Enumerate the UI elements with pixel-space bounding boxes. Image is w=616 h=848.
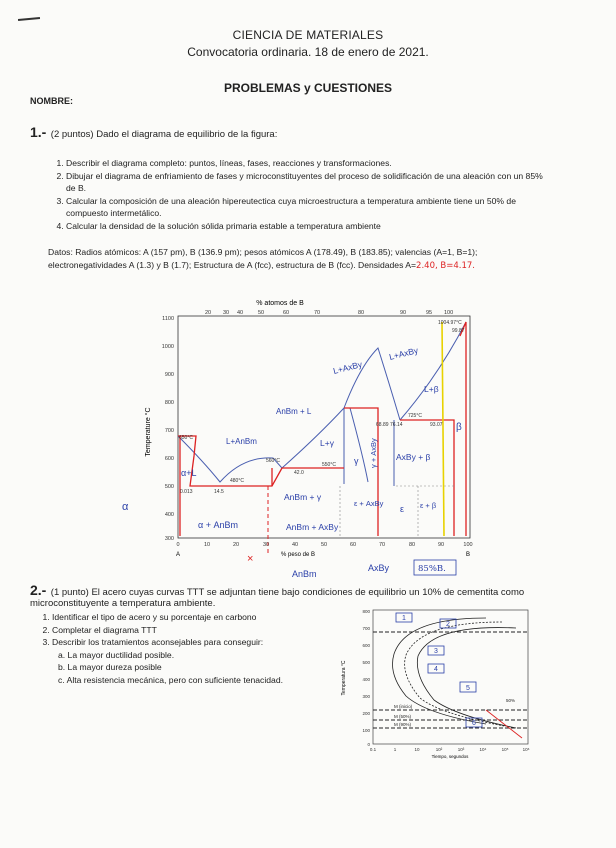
course-title: CIENCIA DE MATERIALES <box>232 28 384 42</box>
hw-alpha-L: α+L <box>181 468 197 478</box>
y-tick: 300 <box>164 536 174 542</box>
bottom-axis-label: % peso de B <box>280 552 316 558</box>
ttt-x-tick: 0.1 <box>369 747 377 752</box>
bottom-tick: 10 <box>203 542 211 548</box>
hw-L-gamma: L+γ <box>320 438 334 448</box>
hw-AxBy-bottom: AxBy <box>368 563 390 573</box>
hw-eps: ε <box>400 504 405 514</box>
top-axis-label: % atomos de B <box>256 300 304 307</box>
task-item: 3. Calcular la composición de una aleación hipereutectica cuya microestructura a temperatura ambiente tiene un 50% de compuesto intermetálico. <box>66 195 548 220</box>
end-label-A: A <box>175 552 181 558</box>
hw-AxBy-beta: AxBy + β <box>396 452 431 462</box>
task-item: 3. Describir los tratamientos aconsejables para conseguir: <box>52 636 334 649</box>
y-tick: 500 <box>164 484 174 490</box>
subtask-item: c. Alta resistencia mecánica, pero con suficiente tenacidad. <box>58 674 283 685</box>
ttt-y-tick: 100 <box>362 728 370 733</box>
bottom-tick: 60 <box>349 542 357 548</box>
liquidus-right <box>400 322 466 420</box>
label-145: 14.5 <box>214 489 224 495</box>
ttt-50-label: 50% <box>506 698 516 703</box>
task-item: 4. Calcular la densidad de la solución sólida primaria estable a temperatura ambiente <box>66 220 548 233</box>
top-tick: 95 <box>426 310 433 316</box>
ttt-m90-label: M (90%) <box>394 722 412 727</box>
gamma-line <box>350 408 368 482</box>
ttt-box-1-label: 1 <box>402 615 406 622</box>
label-480: 480°C <box>230 478 244 484</box>
y-tick: 1000 <box>161 344 174 350</box>
hw-L-AnBm: L+AnBm <box>226 437 257 446</box>
ttt-y-tick: 800 <box>362 609 370 614</box>
hw-beta: β <box>456 422 462 433</box>
top-tick: 100 <box>444 310 454 316</box>
ttt-x-tick: 10⁵ <box>501 747 509 752</box>
y-tick: 700 <box>164 428 174 434</box>
ttt-curve-end <box>417 628 516 728</box>
bottom-tick: 100 <box>463 542 473 548</box>
hw-gamma: γ <box>354 456 359 466</box>
bottom-tick: 80 <box>408 542 416 548</box>
yellow-composition-line <box>442 322 444 536</box>
red-cross-mark: × <box>247 553 254 565</box>
hw-AnBm-L: AnBm + L <box>276 407 312 416</box>
hw-eps-AxBy: ε + AxBy <box>354 499 384 508</box>
ttt-y-tick: 200 <box>362 711 370 716</box>
bottom-tick: 30 <box>262 542 270 548</box>
ttt-x-tick: 10⁶ <box>522 747 530 752</box>
hw-L-AxBy-2: L+AxBy <box>388 345 420 362</box>
ttt-y-tick: 400 <box>362 677 370 682</box>
hw-gamma-AxBy: γ + AxBy <box>369 438 378 468</box>
hw-pct: 85%B. <box>418 564 446 574</box>
y-tick: 900 <box>164 372 174 378</box>
label-9307: 93.07 <box>430 422 443 428</box>
label-0013: 0.013 <box>180 489 193 495</box>
phase-diagram <box>108 296 488 586</box>
data-line-2-text: electronegatividades A (1.3) y B (1.7); Estructura de A (fcc), estructura de B (fcc). Densidades A= <box>48 260 417 270</box>
data-line-1: Datos: Radios atómicos: A (157 pm), B (136.9 pm); pesos atómicos A (178.49), B (183.85); valencias (A=1, B=1); <box>48 247 478 257</box>
top-tick: 20 <box>205 310 212 316</box>
task-item: 1. Describir el diagrama completo: puntos, líneas, fases, reacciones y transformaciones. <box>66 157 548 170</box>
ttt-y-tick: 0 <box>367 742 370 747</box>
hw-eps-beta: ε + β <box>420 501 437 510</box>
ttt-m50-label: M (50%) <box>394 714 412 719</box>
corner-mark <box>18 17 40 21</box>
subtask-item: b. La mayor dureza posible <box>58 662 162 672</box>
label-420: 42.0 <box>294 470 304 476</box>
problem2-tasks <box>34 611 334 686</box>
handwritten-densities: 2.40, B=4.17. <box>416 261 475 271</box>
bottom-tick: 50 <box>320 542 328 548</box>
name-label: NOMBRE: <box>30 96 73 106</box>
problem2-line2: microconstituyente a temperatura ambiente. <box>30 598 216 609</box>
ttt-y-tick: 500 <box>362 660 370 665</box>
subtasks <box>34 649 334 687</box>
problem1-intro: (2 puntos) Dado el diagrama de equilibrio de la figura: <box>50 129 278 140</box>
top-tick: 80 <box>358 310 365 316</box>
ttt-y-label: Temperatura °C <box>341 660 347 696</box>
ttt-x-tick: 10⁴ <box>479 747 487 752</box>
top-tick: 50 <box>258 310 265 316</box>
hw-AnBm-AxBy: AnBm + AxBy <box>286 522 339 532</box>
problem1-number: 1.- <box>30 124 47 140</box>
end-label-B: B <box>465 552 471 558</box>
y-tick: 400 <box>164 512 174 518</box>
label-7614: 76.14 <box>390 422 403 428</box>
ttt-x-tick: 10² <box>435 747 443 752</box>
label-650: 650°C <box>179 435 193 441</box>
label-6889: 68.89 <box>376 422 389 428</box>
red-compound-box <box>344 408 378 536</box>
hw-AnBm-gamma: AnBm + γ <box>284 492 322 502</box>
ttt-diagram <box>336 604 532 760</box>
task-item: 1. Identificar el tipo de acero y su porcentaje en carbono <box>52 611 334 624</box>
y-axis-label: Temperature °C <box>145 407 152 457</box>
ttt-box-3-label: 3 <box>434 648 438 655</box>
y-tick: 600 <box>164 456 174 462</box>
section-title: PROBLEMAS y CUESTIONES <box>223 81 393 95</box>
data-line-2 <box>48 259 608 273</box>
hw-alpha-AnBm: α + AnBm <box>198 520 238 530</box>
top-tick: 70 <box>314 310 321 316</box>
bottom-tick: 0 <box>176 542 180 548</box>
bottom-tick: 20 <box>232 542 240 548</box>
bottom-tick: 40 <box>291 542 299 548</box>
hw-L-beta: L+β <box>424 384 439 394</box>
top-tick: 30 <box>223 310 230 316</box>
problem1-header <box>30 124 277 142</box>
task-item: 2. Completar el diagrama TTT <box>52 624 334 637</box>
ttt-x-tick: 1 <box>393 747 397 752</box>
hw-L-AxBy: L+AxBy <box>332 359 364 376</box>
ttt-box-4-label: 4 <box>434 666 438 673</box>
ttt-x-tick: 10 <box>414 747 420 752</box>
task-item: 2. Dibujar el diagrama de enfriamiento de fases y microconstituyentes del proceso de solidificación de una aleación con un 85% de B. <box>66 170 548 195</box>
ttt-y-tick: 600 <box>362 643 370 648</box>
ttt-y-tick: 300 <box>362 694 370 699</box>
ttt-box-5-label: 5 <box>466 685 470 692</box>
ttt-box-2-label: 2 <box>446 621 450 628</box>
red-beta-line <box>400 420 454 536</box>
problem2-number: 2.- <box>30 582 47 598</box>
ttt-y-tick: 700 <box>362 626 370 631</box>
y-tick: 1100 <box>162 316 174 322</box>
ttt-ms-label: M (inicio) <box>394 704 413 709</box>
label-550: 550°C <box>322 462 336 468</box>
top-tick: 90 <box>400 310 407 316</box>
ttt-red-cooling <box>486 710 522 738</box>
label-560: 560°C <box>266 458 280 464</box>
label-9987: 99.87 <box>452 328 465 334</box>
y-tick: 800 <box>164 400 174 406</box>
session-line: Convocatoria ordinaria. 18 de enero de 2021. <box>187 45 429 59</box>
problem2-line1: (1 punto) El acero cuyas curvas TTT se adjuntan tiene bajo condiciones de equilibrio un 10% de cementita como <box>50 587 525 598</box>
top-tick: 60 <box>283 310 290 316</box>
label-1004: 1004.97°C <box>438 320 462 326</box>
bottom-tick: 70 <box>378 542 386 548</box>
ttt-x-tick: 10³ <box>457 747 465 752</box>
hw-AnBm-bottom: AnBm <box>292 569 317 579</box>
subtask-item: a. La mayor ductilidad posible. <box>58 649 175 660</box>
problem1-tasks <box>48 157 548 232</box>
label-725: 725°C <box>408 413 422 419</box>
hw-alpha-left: α <box>122 501 129 513</box>
top-tick: 40 <box>237 310 244 316</box>
ttt-box-6-label: 6 <box>472 720 476 727</box>
bottom-tick: 90 <box>437 542 445 548</box>
ttt-x-label: Tiempo, segundos <box>431 754 469 759</box>
